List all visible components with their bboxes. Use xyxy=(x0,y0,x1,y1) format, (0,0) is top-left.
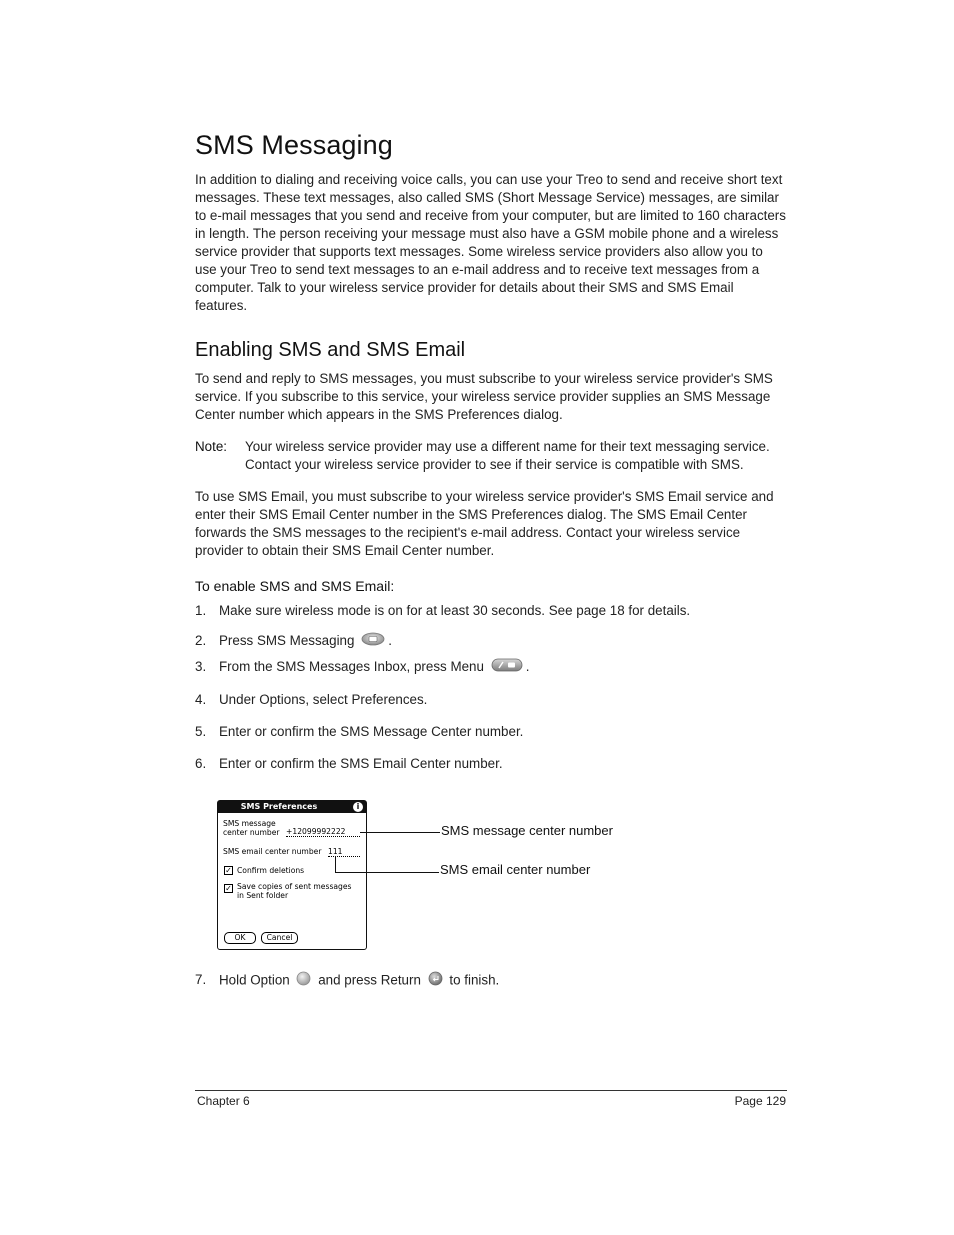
section-paragraph-1: To send and reply to SMS messages, you must subscribe to your wireless service provider's SMS service. If you subscribe to this service, your wireless service provider supplies an SMS Message Center number which appears in the SMS Preferences dialog. xyxy=(195,371,773,422)
email-center-callout-riser xyxy=(335,856,336,872)
step-text: Press SMS Messaging xyxy=(219,633,355,649)
option-button-icon xyxy=(296,971,311,991)
step-text: Under Options, select Preferences. xyxy=(219,692,428,707)
save-copies-label-line2: in Sent folder xyxy=(237,891,289,900)
cancel-button: Cancel xyxy=(261,932,298,944)
return-button-icon xyxy=(428,971,443,991)
footer-page-number: Page 129 xyxy=(734,1094,786,1108)
confirm-deletions-checkbox: ✓ xyxy=(225,866,232,875)
step-number: 4. xyxy=(195,692,207,707)
step-number: 3. xyxy=(195,659,207,674)
note-label: Note: xyxy=(195,439,228,454)
footer-chapter: Chapter 6 xyxy=(197,1094,250,1108)
message-center-field: +12099992222 xyxy=(286,827,360,837)
dialog-title-bar xyxy=(218,801,366,813)
step-number: 7. xyxy=(195,972,207,987)
email-center-field: 111 xyxy=(328,847,360,857)
intro-paragraph: In addition to dialing and receiving voice calls, you can use your Treo to send and receive short text messages. These text messages, also called SMS (Short Message Service) messages, are similar to e-mail messages that you send and receive from your computer, but are limited to 160 characters in length. The person receiving your message must also have a GSM mobile phone and a wireless service provider that supports text messages. Some wireless service providers also allow you to use your Treo to send text messages to an e-mail address and to receive text messages from a computer. Talk to your wireless service provider for details about their SMS and SMS Email features. xyxy=(195,172,786,313)
info-icon: i xyxy=(353,802,363,812)
sms-messaging-button-icon xyxy=(361,632,385,651)
step-number: 2. xyxy=(195,633,207,648)
page-title: SMS Messaging xyxy=(195,130,393,160)
email-center-callout: SMS email center number xyxy=(440,862,591,877)
step-number: 6. xyxy=(195,756,207,771)
procedure-title: To enable SMS and SMS Email: xyxy=(195,578,395,594)
step-number: 5. xyxy=(195,724,207,739)
step-number: 1. xyxy=(195,603,207,618)
step-text-c: to finish. xyxy=(449,972,500,988)
email-center-callout-line xyxy=(335,872,439,873)
step-text-b: and press Return xyxy=(318,972,421,988)
message-center-label-line2: center number xyxy=(223,828,280,837)
footer-divider xyxy=(195,1090,787,1091)
note-text: Your wireless service provider may use a different name for their text messaging service. Contact your wireless service provider to see if their service is compatible with SMS. xyxy=(245,439,770,472)
step-text: From the SMS Messages Inbox, press Menu xyxy=(219,659,484,675)
step-text-a: Hold Option xyxy=(219,972,290,988)
section-paragraph-2: To use SMS Email, you must subscribe to your wireless service provider's SMS Email service and enter their SMS Email Center number in the SMS Preferences dialog. The SMS Email Center forwards the SMS messages to the recipient's e-mail address. Contact your wireless service provider to obtain their SMS Email Center number. xyxy=(195,489,774,558)
save-copies-checkbox: ✓ xyxy=(225,884,232,893)
step-text: Enter or confirm the SMS Message Center number. xyxy=(219,724,524,739)
message-center-callout: SMS message center number xyxy=(441,823,613,838)
message-center-label-line1: SMS message xyxy=(223,819,276,828)
step-text: Make sure wireless mode is on for at least 30 seconds. See page 18 for details. xyxy=(219,603,691,618)
menu-button-icon xyxy=(491,658,523,677)
confirm-deletions-label: Confirm deletions xyxy=(237,866,305,875)
ok-button: OK xyxy=(224,932,256,944)
section-heading: Enabling SMS and SMS Email xyxy=(195,339,466,361)
save-copies-label-line1: Save copies of sent messages xyxy=(237,882,352,891)
sms-preferences-dialog-screenshot xyxy=(217,800,367,950)
message-center-callout-line xyxy=(360,832,440,833)
dialog-title: SMS Preferences xyxy=(240,802,318,811)
email-center-label: SMS email center number xyxy=(223,847,322,856)
step-text: Enter or confirm the SMS Email Center number. xyxy=(219,756,503,771)
